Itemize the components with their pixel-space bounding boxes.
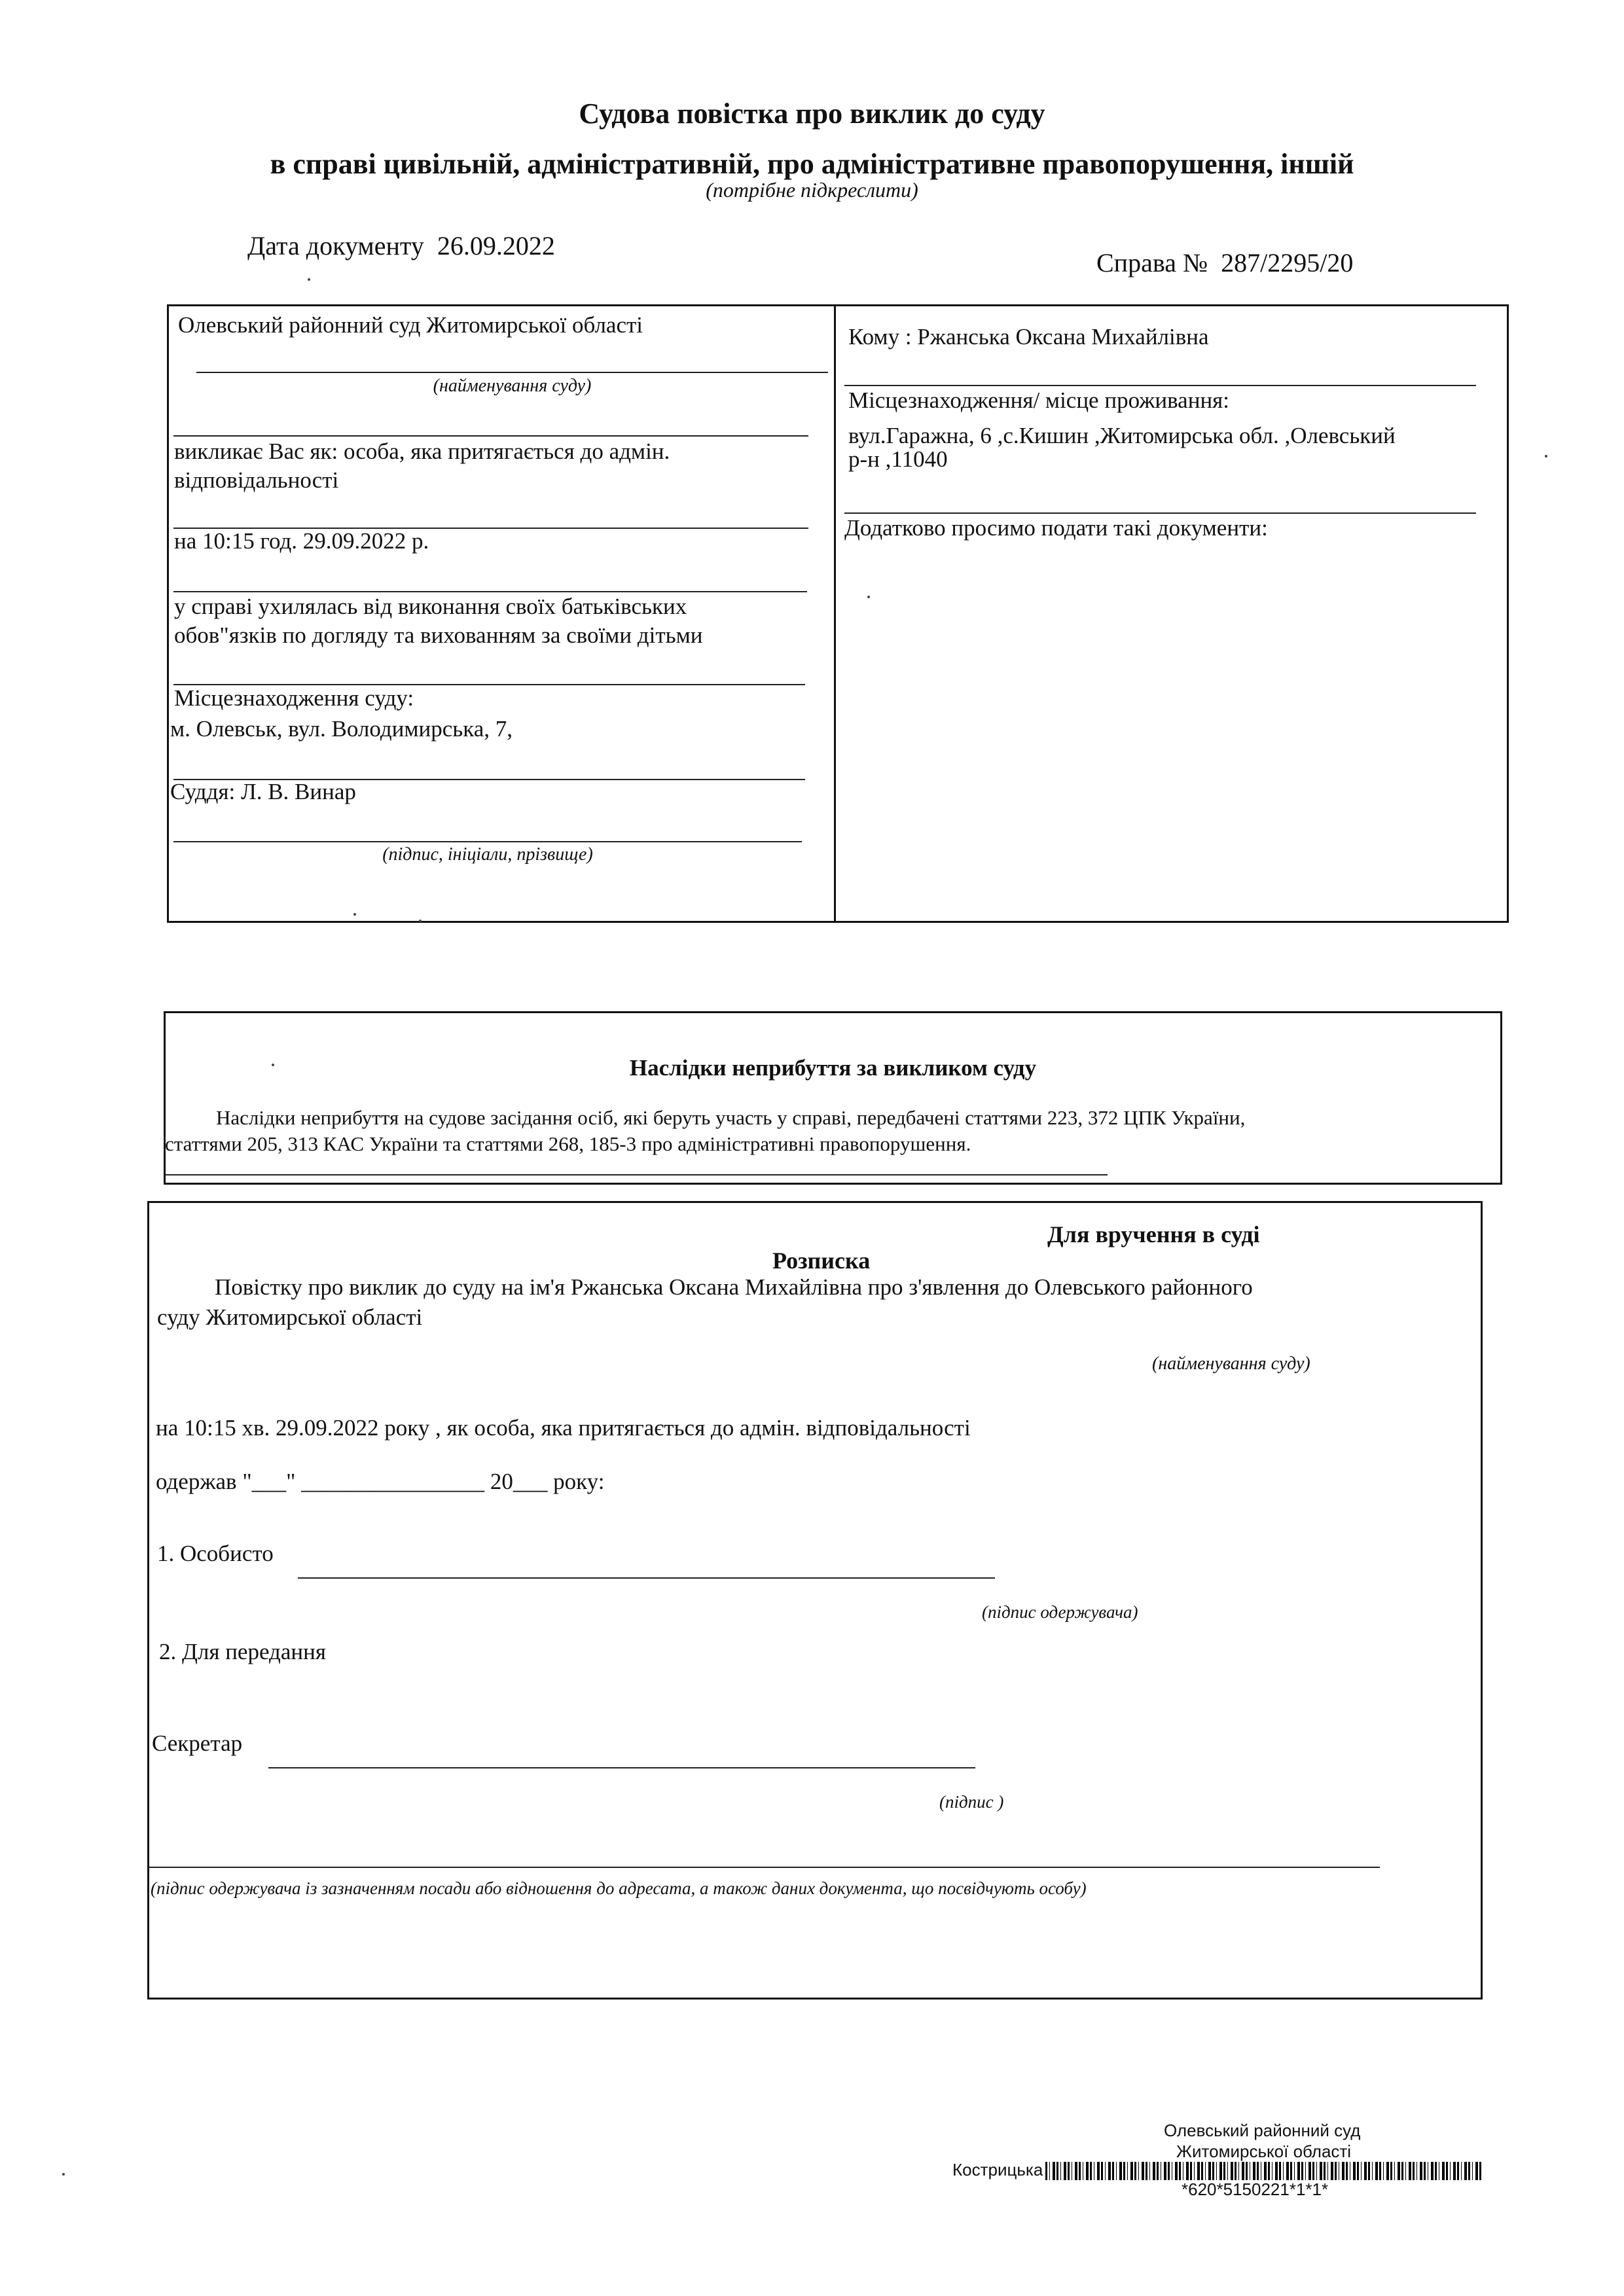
column-divider bbox=[834, 304, 836, 923]
doc-date-line bbox=[247, 230, 555, 261]
court-name-line bbox=[196, 372, 828, 373]
consequences-text-line-2: статтями 205, 313 КАС України та статтями 268, 185-3 про адміністративні правопорушення. bbox=[165, 1132, 971, 1155]
judge-caption: (підпис, ініціали, прізвище) bbox=[382, 844, 593, 865]
received-date-line: одержав "___" ________________ 20___ року: bbox=[156, 1469, 605, 1494]
court-name: Олевський районний суд Житомирської області bbox=[178, 312, 643, 338]
receipt-court-caption: (найменування суду) bbox=[1152, 1354, 1310, 1374]
secretary-label: Секретар bbox=[152, 1731, 243, 1756]
recipient-details-line bbox=[149, 1867, 1380, 1868]
address-label: Місцезнаходження/ місце проживання: bbox=[848, 387, 1229, 413]
stamp-court-line-1: Олевський районний суд bbox=[1164, 2121, 1361, 2140]
doc-date-label: Дата документу bbox=[247, 231, 424, 260]
case-number: 287/2295/20 bbox=[1221, 248, 1354, 278]
personally-signature-line bbox=[298, 1577, 995, 1579]
scan-speck bbox=[272, 1064, 274, 1066]
address-line-1: вул.Гаражна, 6 ,с.Кишин ,Житомирська обл. ,Олевський bbox=[848, 423, 1396, 448]
case-label: Справа № bbox=[1096, 248, 1208, 278]
judge-signature-line bbox=[173, 841, 802, 842]
secretary-signature-line bbox=[268, 1767, 975, 1768]
document-title: Судова повістка про виклик до суду bbox=[579, 98, 1045, 130]
scan-speck bbox=[62, 2173, 65, 2176]
divider-line bbox=[173, 435, 808, 437]
receipt-text-line-1: Повістку про виклик до суду на ім'я Ржанська Оксана Михайлівна про з'явлення до Олевського районного bbox=[215, 1274, 1253, 1300]
personally-label: 1. Особисто bbox=[157, 1541, 274, 1566]
case-description-line-2: обов"язків по догляду та вихованням за своїми дітьми bbox=[174, 622, 703, 648]
hearing-time: на 10:15 год. 29.09.2022 р. bbox=[174, 528, 429, 554]
scan-speck bbox=[353, 913, 356, 916]
judge: Суддя: Л. В. Винар bbox=[170, 779, 356, 804]
scan-speck bbox=[308, 278, 310, 281]
address-line-2: р-н ,11040 bbox=[848, 446, 948, 472]
documents-request: Додатково просимо подати такі документи: bbox=[844, 515, 1268, 541]
for-court-label: Для вручення в суді bbox=[1047, 1221, 1260, 1247]
court-location-value: м. Олевськ, вул. Володимирська, 7, bbox=[170, 716, 513, 742]
consequences-title: Наслідки неприбуття за викликом суду bbox=[629, 1055, 1037, 1081]
barcode-text: *620*5150221*1*1* bbox=[1182, 2179, 1329, 2199]
document-subtitle: в справі цивільній, адміністративній, про адміністративне правопорушення, іншій bbox=[270, 148, 1354, 180]
recipient: Кому : Ржанська Оксана Михайлівна bbox=[848, 324, 1209, 350]
recipient-signature-caption: (підпис одержувача) bbox=[982, 1602, 1138, 1622]
summons-role-line-1: викликає Вас як: особа, яка притягається до адмін. bbox=[174, 439, 670, 464]
summons-role-line-2: відповідальності bbox=[174, 467, 339, 493]
receipt-hearing-time: на 10:15 хв. 29.09.2022 року , як особа, яка притягається до адмін. відповідальності bbox=[156, 1415, 971, 1441]
receipt-title: Розписка bbox=[772, 1247, 871, 1274]
case-description-line-1: у справі ухилялась від виконання своїх батьківських bbox=[174, 594, 687, 619]
doc-date: 26.09.2022 bbox=[437, 231, 555, 260]
consequences-underline bbox=[165, 1174, 1108, 1175]
consequences-box bbox=[164, 1011, 1502, 1185]
scan-speck bbox=[867, 596, 870, 598]
scan-speck bbox=[419, 920, 422, 922]
receipt-text-line-2: суду Житомирської області bbox=[157, 1304, 423, 1330]
secretary-signature-caption: (підпис ) bbox=[939, 1792, 1004, 1812]
barcode bbox=[1045, 2162, 1483, 2180]
court-name-caption: (найменування суду) bbox=[433, 376, 592, 396]
underline-note: (потрібне підкреслити) bbox=[706, 178, 918, 202]
court-location-label: Місцезнаходження суду: bbox=[174, 685, 414, 711]
scan-speck bbox=[1545, 455, 1547, 457]
clerk-name: Кострицька bbox=[952, 2160, 1043, 2179]
transfer-label: 2. Для передання bbox=[159, 1639, 326, 1664]
recipient-details-caption: (підпис одержувача із зазначенням посади або відношення до адресата, а також даних документа, що посвідчують особу) bbox=[151, 1878, 1087, 1898]
consequences-text-line-1: Наслідки неприбуття на судове засідання осіб, які беруть участь у справі, передбачені статтями 223, 372 ЦПК України, bbox=[216, 1106, 1246, 1129]
stamp-court-line-2: Житомирської області bbox=[1176, 2142, 1352, 2161]
case-number-line bbox=[1096, 247, 1353, 278]
